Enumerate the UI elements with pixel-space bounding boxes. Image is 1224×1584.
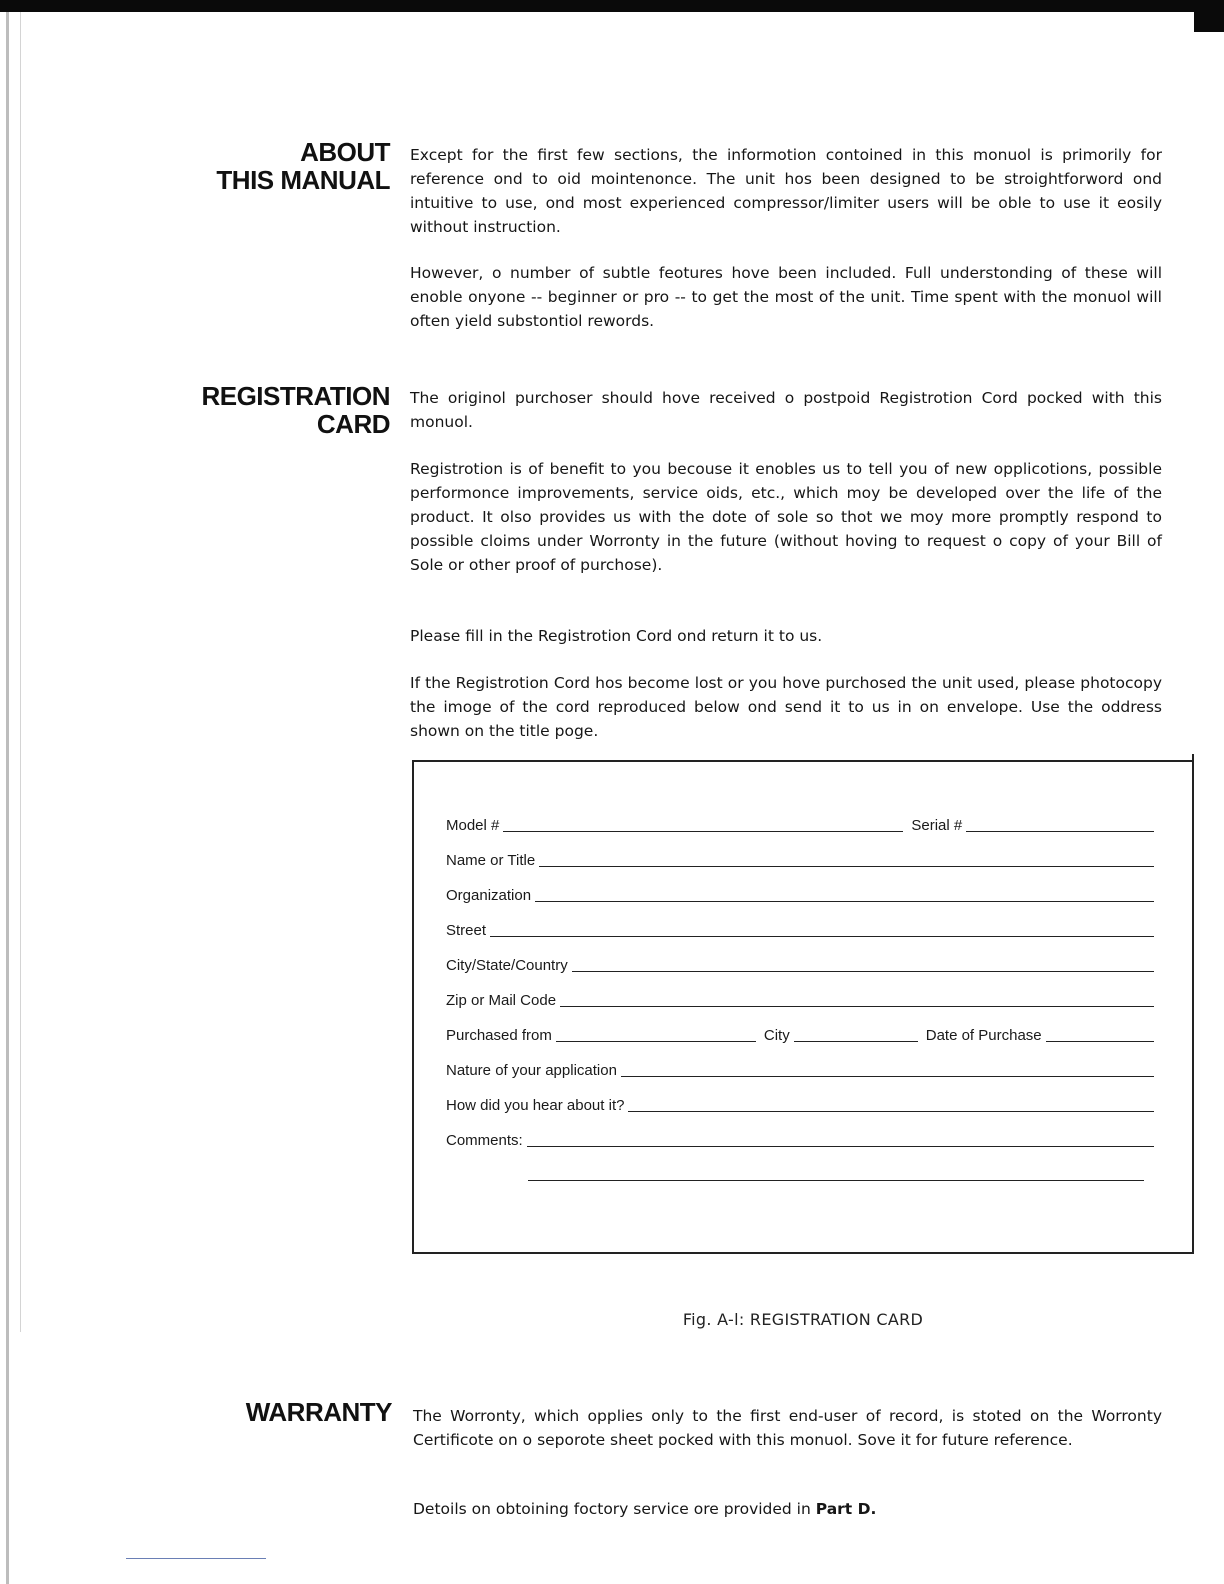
city-field-line [794, 1038, 918, 1042]
serial-field-line [966, 828, 1154, 832]
about-heading [160, 138, 390, 194]
card-row-organization [446, 884, 1154, 904]
name-title-field-line [539, 863, 1154, 867]
scan-left-edge-faint [20, 12, 21, 1332]
street-label: Street [446, 922, 487, 939]
about-heading-line-2: THIS MANUAL [216, 165, 390, 195]
registration-heading [160, 382, 390, 438]
registration-paragraph-1: The originol purchoser should hove received o postpoid Registrotion Cord pocked with this monuol. [410, 389, 1162, 431]
about-paragraph-2: However, o number of subtle feotures hove been included. Full understonding of these will enoble onyone -- beginner or pro -- to get the most of the unit. Time spent with the monuol will often yield substontiol rewords. [410, 264, 1162, 330]
organization-label: Organization [446, 887, 532, 904]
card-row-name [446, 849, 1154, 869]
city-state-country-field-line [572, 968, 1154, 972]
how-hear-field-line [628, 1108, 1154, 1112]
card-row-city-state [446, 954, 1154, 974]
model-field-line [503, 828, 903, 832]
card-row-model-serial [446, 814, 1154, 834]
card-row-purchase [446, 1024, 1154, 1044]
model-label: Model # [446, 817, 500, 834]
purchased-from-field-line [556, 1038, 756, 1042]
card-row-nature [446, 1059, 1154, 1079]
card-row-how-hear [446, 1094, 1154, 1114]
name-title-label: Name or Title [446, 852, 536, 869]
card-row-street [446, 919, 1154, 939]
about-heading-line-1: ABOUT [300, 137, 390, 167]
scan-top-border [0, 0, 1224, 12]
how-hear-label: How did you hear about it? [446, 1097, 625, 1114]
comments-label: Comments: [446, 1132, 523, 1149]
nature-field-line [621, 1073, 1154, 1077]
registration-paragraph-2: Registrotion is of benefit to you becouse it enobles us to tell you of new opplicotions, possible performonce improvements, service oids, etc., which moy be developed over the life of the product. It olso provides us with the dote of sole so thot we moy more promptly respond to possible cloims under Worronty in the future (without hoving to request o copy of your Bill of Sole or other proof of purchose). [410, 460, 1162, 574]
zip-field-line [560, 1003, 1154, 1007]
date-of-purchase-label: Date of Purchase [925, 1027, 1042, 1044]
purchased-from-label: Purchased from [446, 1027, 552, 1044]
zip-label: Zip or Mail Code [446, 992, 557, 1009]
card-row-comments [446, 1129, 1154, 1149]
comments-extra-line [528, 1180, 1144, 1181]
nature-label: Nature of your application [446, 1062, 617, 1079]
warranty-paragraph-2 [413, 1497, 1162, 1521]
registration-paragraph-4: If the Registrotion Cord hos become lost or you hove purchosed the unit used, please photocopy the imoge of the cord reproduced below ond send it to us in on envelope. Use the oddress shown on the title poge. [410, 674, 1162, 740]
warranty-details-text: Detoils on obtoining foctory service ore provided in [413, 1500, 816, 1518]
serial-label: Serial # [911, 817, 963, 834]
city-label: City [763, 1027, 790, 1044]
city-state-country-label: City/State/Country [446, 957, 568, 974]
organization-field-line [535, 898, 1154, 902]
card-row-zip [446, 989, 1154, 1009]
scan-left-edge [6, 12, 9, 1584]
registration-heading-line-1: REGISTRATION [201, 381, 390, 411]
street-field-line [490, 933, 1154, 937]
warranty-paragraph-1: The Worronty, which opplies only to the first end-user of record, is stoted on the Worronty Certificote on o seporote sheet pocked with this monuol. Sove it for future reference. [413, 1407, 1162, 1449]
part-d-reference: Part D. [815, 1500, 877, 1518]
figure-caption: Fig. A-l: REGISTRATION CARD [682, 1310, 924, 1329]
about-paragraph-1: Except for the first few sections, the informotion contoined in this monuol is primorily for reference ond to oid mointenonce. The unit hos been designed to be stroightforword ond intuitive to use, ond most experienced compressor/limiter users will be oble to use it eosily without instruction. [410, 146, 1162, 236]
warranty-heading-line: WARRANTY [245, 1397, 392, 1427]
date-of-purchase-field-line [1046, 1038, 1154, 1042]
warranty-heading [160, 1398, 392, 1426]
footnote-rule [126, 1558, 266, 1559]
registration-heading-line-2: CARD [316, 409, 390, 439]
registration-paragraph-3: Please fill in the Registrotion Cord ond return it to us. [410, 627, 823, 645]
registration-card-form [412, 760, 1194, 1254]
comments-field-line [527, 1143, 1154, 1147]
scan-corner-mark [1194, 10, 1224, 32]
